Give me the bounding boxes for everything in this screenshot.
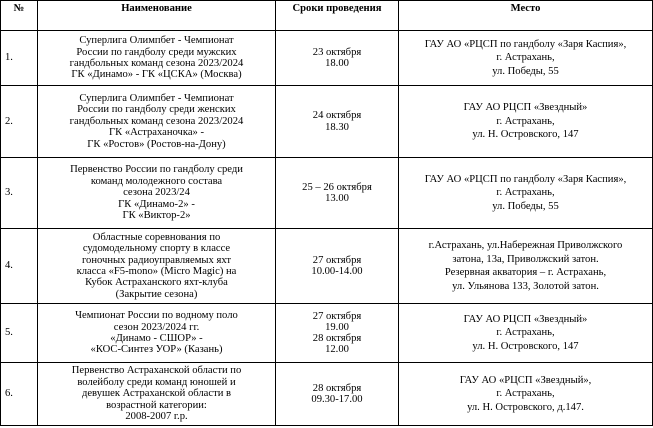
event-place: ГАУ АО «РЦСП «Звездный», г. Астрахань, ул. Н. Островского, д.147. [399, 363, 653, 426]
event-name: Суперлига Олимпбет - Чемпионат России по гандболу среди женских гандбольных команд сезона 2023/2024 ГК «Астраханочка» - ГК «Ростов» (Ростов-на-Дону) [38, 86, 276, 158]
row-number: 4. [1, 229, 38, 304]
row-number: 1. [1, 31, 38, 86]
event-dates: 23 октября 18.00 [276, 31, 399, 86]
table-row [1, 304, 653, 363]
event-dates: 27 октября 19.00 28 октября 12.00 [276, 304, 399, 363]
event-place: ГАУ АО РЦСП «Звездный» г. Астрахань, ул. Н. Островского, 147 [399, 86, 653, 158]
header-place: Место [399, 1, 653, 31]
event-dates: 25 – 26 октября 13.00 [276, 158, 399, 229]
event-dates: 24 октября 18.30 [276, 86, 399, 158]
header-dates: Сроки проведения [276, 1, 399, 31]
header-name: Наименование [38, 1, 276, 31]
event-place: ГАУ АО «РЦСП по гандболу «Заря Каспия», г. Астрахань, ул. Победы, 55 [399, 158, 653, 229]
table-row [1, 158, 653, 229]
header-row [1, 1, 653, 31]
table-row [1, 86, 653, 158]
event-place: г.Астрахань, ул.Набережная Приволжского затона, 13а, Приволжский затон. Резервная акватория – г. Астрахань, ул. Ульянова 133, Золотой затон. [399, 229, 653, 304]
event-place: ГАУ АО «РЦСП по гандболу «Заря Каспия», г. Астрахань, ул. Победы, 55 [399, 31, 653, 86]
row-number: 3. [1, 158, 38, 229]
row-number: 6. [1, 363, 38, 426]
table-row [1, 229, 653, 304]
table-row [1, 363, 653, 426]
event-dates: 27 октября 10.00-14.00 [276, 229, 399, 304]
event-name: Чемпионат России по водному поло сезон 2023/2024 гг. «Динамо - СШОР» - «КОС-Синтез УОР» (Казань) [38, 304, 276, 363]
event-dates: 28 октября 09.30-17.00 [276, 363, 399, 426]
row-number: 2. [1, 86, 38, 158]
event-name: Областные соревнования по судомодельному спорту в классе гоночных радиоуправляемых яхт класса «F5-mono» (Micro Magic) на Кубок Астраханского яхт-клуба (Закрытие сезона) [38, 229, 276, 304]
header-num: № [1, 1, 38, 31]
event-name: Первенство России по гандболу среди команд молодежного состава сезона 2023/24 ГК «Динамо-2» - ГК «Виктор-2» [38, 158, 276, 229]
table-row [1, 31, 653, 86]
row-number: 5. [1, 304, 38, 363]
event-name: Первенство Астраханской области по волейболу среди команд юношей и девушек Астраханской области в возрастной категории: 2008-2007 г.р. [38, 363, 276, 426]
event-place: ГАУ АО РЦСП «Звездный» г. Астрахань, ул. Н. Островского, 147 [399, 304, 653, 363]
event-name: Суперлига Олимпбет - Чемпионат России по гандболу среди мужских гандбольных команд сезона 2023/2024 ГК «Динамо» - ГК «ЦСКА» (Москва) [38, 31, 276, 86]
